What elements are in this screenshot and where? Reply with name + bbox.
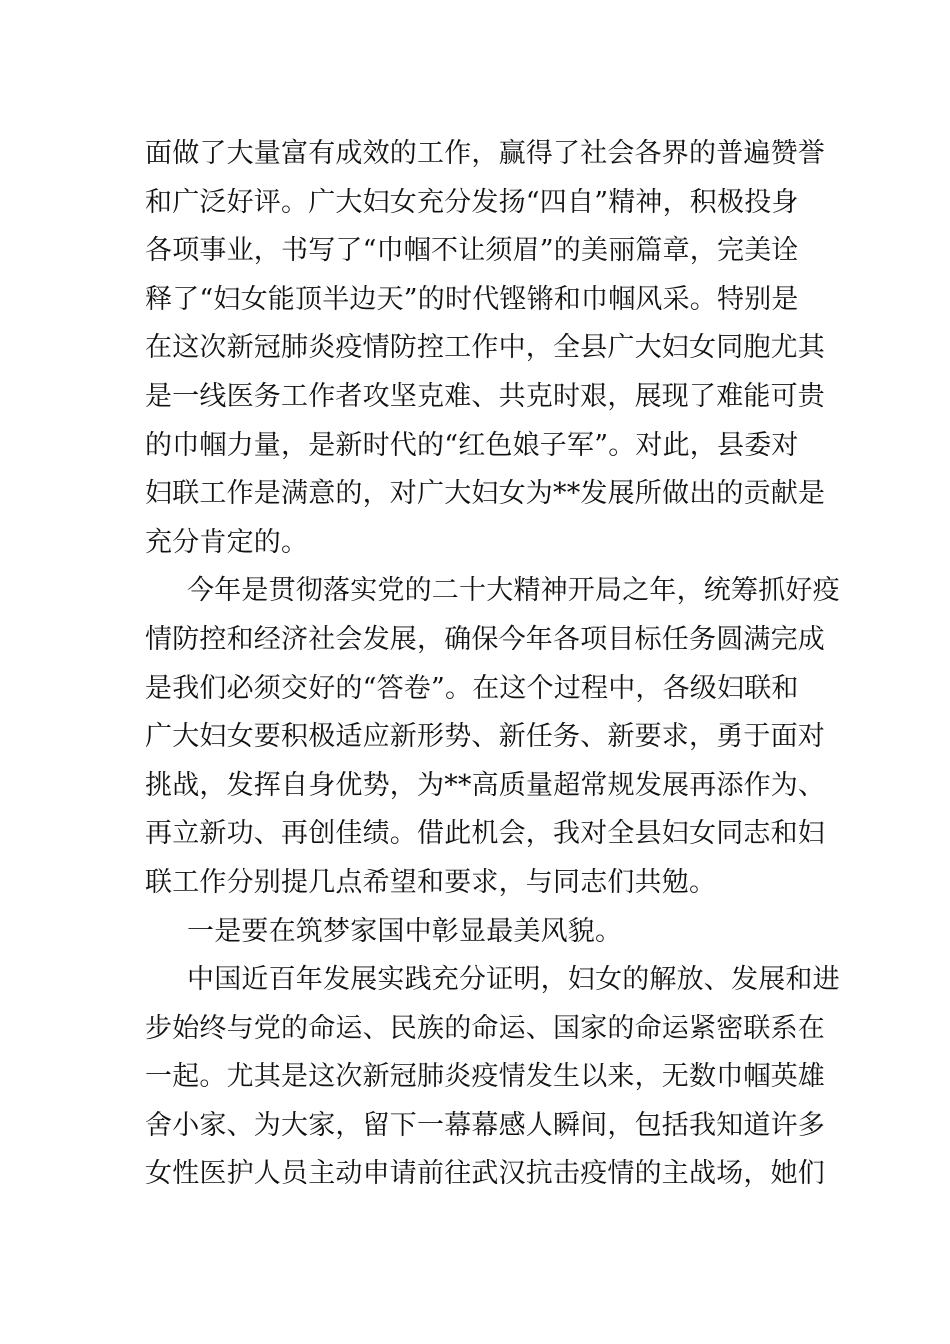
text-line: 再立新功、再创佳绩。借此机会，我对全县妇女同志和妇 — [145, 818, 825, 850]
text-line: 舍小家、为大家，留下一幕幕感人瞬间，包括我知道许多 — [145, 1109, 825, 1141]
text-line: 联工作分别提几点希望和要求，与同志们共勉。 — [145, 866, 717, 898]
text-line: 在这次新冠肺炎疫情防控工作中，全县广大妇女同胞尤其 — [145, 332, 825, 364]
text-line: 充分肯定的。 — [145, 526, 309, 558]
text-line: 一起。尤其是这次新冠肺炎疫情发生以来，无数巾帼英雄 — [145, 1061, 825, 1093]
text-line: 是一线医务工作者攻坚克难、共克时艰，展现了难能可贵 — [145, 380, 825, 412]
text-line: 中国近百年发展实践充分证明，妇女的解放、发展和进 — [187, 964, 840, 996]
text-line: 今年是贯彻落实党的二十大精神开局之年，统筹抓好疫 — [187, 575, 840, 607]
text-line: 挑战，发挥自身优势，为**高质量超常规发展再添作为、 — [145, 769, 826, 801]
text-line: 妇联工作是满意的，对广大妇女为**发展所做出的贡献是 — [145, 478, 826, 510]
paragraph-p3 — [145, 908, 815, 957]
text-line: 释了“妇女能顶半边天”的时代铿锵和巾帼风采。特别是 — [145, 283, 799, 315]
text-line: 步始终与党的命运、民族的命运、国家的命运紧密联系在 — [145, 1012, 825, 1044]
text-line: 面做了大量富有成效的工作，赢得了社会各界的普遍赞誉 — [145, 138, 825, 169]
paragraph-p1 — [145, 130, 826, 567]
document-body — [145, 130, 840, 1199]
text-line: 女性医护人员主动申请前往武汉抗击疫情的主战场，她们 — [145, 1158, 825, 1190]
text-line: 各项事业，书写了“巾帼不让须眉”的美丽篇章，完美诠 — [145, 235, 799, 267]
paragraph-p4 — [145, 956, 840, 1199]
text-line: 广大妇女要积极适应新形势、新任务、新要求，勇于面对 — [145, 721, 825, 753]
text-line: 和广泛好评。广大妇女充分发扬“四自”精神，积极投身 — [145, 186, 799, 218]
text-line: 是我们必须交好的“答卷”。在这个过程中，各级妇联和 — [145, 672, 799, 704]
text-line: 的巾帼力量，是新时代的“红色娘子军”。对此，县委对 — [145, 429, 799, 461]
paragraph-p2 — [145, 567, 840, 907]
text-line: 一是要在筑梦家国中彰显最美风貌。 — [187, 915, 623, 947]
text-line: 情防控和经济社会发展，确保今年各项目标任务圆满完成 — [145, 623, 825, 655]
